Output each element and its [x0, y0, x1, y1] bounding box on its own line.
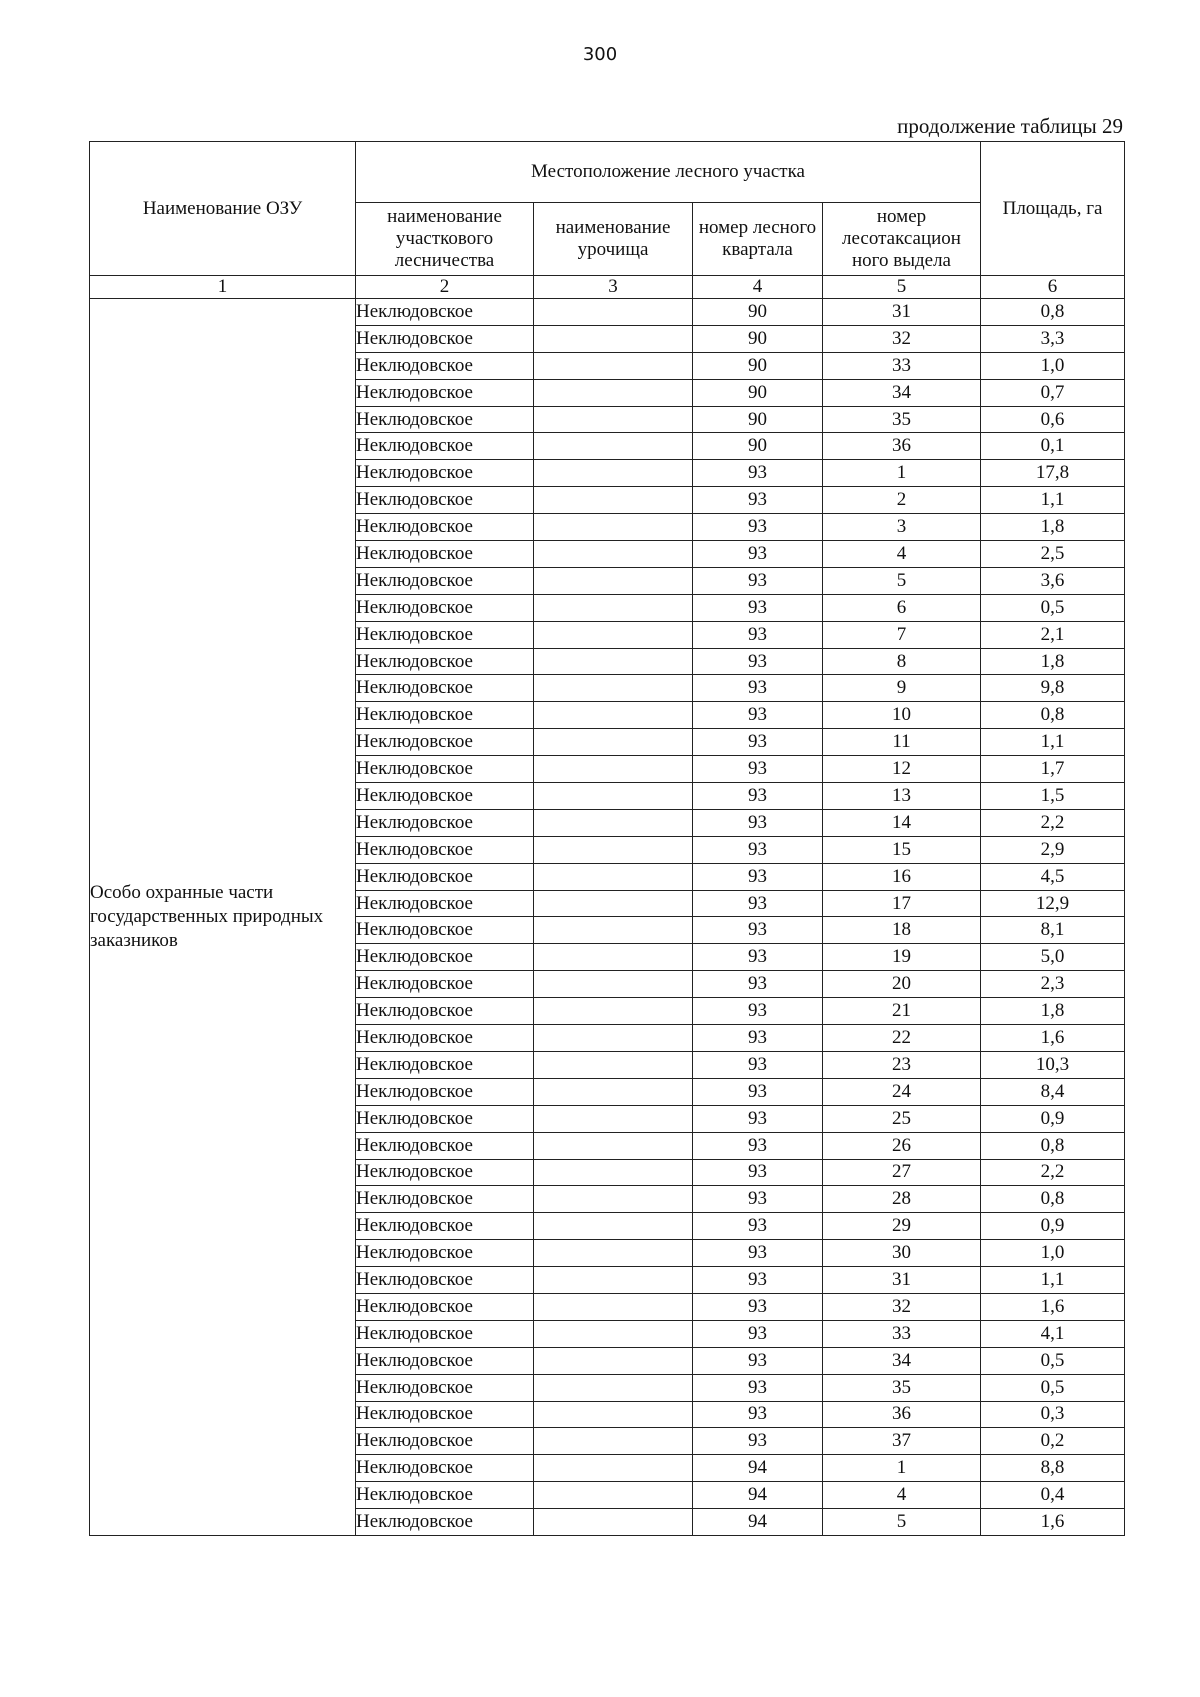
cell-quarter: 93	[693, 998, 823, 1025]
cell-tract	[534, 1347, 693, 1374]
cell-tract	[534, 352, 693, 379]
cell-allotment: 34	[823, 379, 981, 406]
cell-quarter: 90	[693, 406, 823, 433]
cell-quarter: 90	[693, 299, 823, 326]
cell-tract	[534, 809, 693, 836]
cell-area: 1,1	[981, 729, 1125, 756]
header-location-group: Местоположение лесного участка	[356, 142, 981, 203]
cell-area: 1,8	[981, 648, 1125, 675]
header-row-top	[90, 142, 1125, 203]
cell-tract	[534, 541, 693, 568]
cell-forestry: Неклюдовское	[356, 971, 534, 998]
cell-allotment: 25	[823, 1105, 981, 1132]
cell-tract	[534, 944, 693, 971]
cell-tract	[534, 1186, 693, 1213]
cell-forestry: Неклюдовское	[356, 1105, 534, 1132]
header-area: Площадь, га	[981, 142, 1125, 276]
cell-forestry: Неклюдовское	[356, 1293, 534, 1320]
cell-forestry: Неклюдовское	[356, 890, 534, 917]
cell-tract	[534, 863, 693, 890]
cell-area: 0,8	[981, 702, 1125, 729]
cell-allotment: 12	[823, 756, 981, 783]
cell-tract	[534, 1105, 693, 1132]
cell-tract	[534, 971, 693, 998]
cell-quarter: 93	[693, 1078, 823, 1105]
cell-quarter: 90	[693, 379, 823, 406]
cell-quarter: 90	[693, 433, 823, 460]
cell-forestry: Неклюдовское	[356, 1025, 534, 1052]
cell-allotment: 18	[823, 917, 981, 944]
cell-area: 0,8	[981, 299, 1125, 326]
cell-quarter: 93	[693, 567, 823, 594]
cell-area: 8,8	[981, 1455, 1125, 1482]
header-ozu-name: Наименование ОЗУ	[90, 142, 356, 276]
cell-forestry: Неклюдовское	[356, 836, 534, 863]
cell-quarter: 93	[693, 1159, 823, 1186]
cell-allotment: 34	[823, 1347, 981, 1374]
cell-quarter: 93	[693, 1105, 823, 1132]
cell-allotment: 5	[823, 1509, 981, 1536]
header-column-numbers	[90, 276, 1125, 299]
cell-allotment: 30	[823, 1240, 981, 1267]
cell-forestry: Неклюдовское	[356, 1186, 534, 1213]
cell-area: 2,9	[981, 836, 1125, 863]
cell-allotment: 1	[823, 1455, 981, 1482]
cell-allotment: 11	[823, 729, 981, 756]
cell-forestry: Неклюдовское	[356, 379, 534, 406]
header-allotment-number: номер лесотаксацион ного выдела	[823, 203, 981, 276]
cell-tract	[534, 1293, 693, 1320]
cell-allotment: 17	[823, 890, 981, 917]
cell-forestry: Неклюдовское	[356, 756, 534, 783]
cell-area: 1,0	[981, 1240, 1125, 1267]
cell-area: 8,4	[981, 1078, 1125, 1105]
cell-allotment: 36	[823, 433, 981, 460]
cell-forestry: Неклюдовское	[356, 917, 534, 944]
cell-quarter: 93	[693, 621, 823, 648]
cell-quarter: 93	[693, 1374, 823, 1401]
column-number: 5	[823, 276, 981, 299]
cell-tract	[534, 1482, 693, 1509]
cell-area: 1,7	[981, 756, 1125, 783]
cell-quarter: 93	[693, 1401, 823, 1428]
cell-quarter: 94	[693, 1455, 823, 1482]
cell-allotment: 19	[823, 944, 981, 971]
cell-allotment: 21	[823, 998, 981, 1025]
cell-quarter: 93	[693, 1320, 823, 1347]
table-row	[90, 299, 1125, 326]
cell-forestry: Неклюдовское	[356, 299, 534, 326]
cell-quarter: 93	[693, 1051, 823, 1078]
cell-tract	[534, 675, 693, 702]
cell-forestry: Неклюдовское	[356, 352, 534, 379]
cell-tract	[534, 1240, 693, 1267]
cell-tract	[534, 1455, 693, 1482]
cell-forestry: Неклюдовское	[356, 487, 534, 514]
cell-tract	[534, 756, 693, 783]
cell-quarter: 93	[693, 729, 823, 756]
cell-allotment: 7	[823, 621, 981, 648]
cell-tract	[534, 594, 693, 621]
cell-forestry: Неклюдовское	[356, 1132, 534, 1159]
column-number: 1	[90, 276, 356, 299]
cell-forestry: Неклюдовское	[356, 460, 534, 487]
cell-area: 0,4	[981, 1482, 1125, 1509]
cell-tract	[534, 379, 693, 406]
cell-forestry: Неклюдовское	[356, 1509, 534, 1536]
cell-quarter: 93	[693, 1025, 823, 1052]
cell-allotment: 23	[823, 1051, 981, 1078]
cell-quarter: 93	[693, 1240, 823, 1267]
cell-quarter: 93	[693, 809, 823, 836]
cell-quarter: 93	[693, 594, 823, 621]
cell-area: 1,8	[981, 514, 1125, 541]
cell-area: 0,9	[981, 1213, 1125, 1240]
cell-quarter: 93	[693, 1213, 823, 1240]
cell-allotment: 33	[823, 1320, 981, 1347]
cell-area: 1,6	[981, 1293, 1125, 1320]
cell-allotment: 1	[823, 460, 981, 487]
cell-area: 17,8	[981, 460, 1125, 487]
cell-tract	[534, 1509, 693, 1536]
cell-area: 4,1	[981, 1320, 1125, 1347]
cell-allotment: 35	[823, 1374, 981, 1401]
cell-forestry: Неклюдовское	[356, 675, 534, 702]
cell-forestry: Неклюдовское	[356, 648, 534, 675]
cell-quarter: 93	[693, 1132, 823, 1159]
cell-tract	[534, 1051, 693, 1078]
cell-quarter: 93	[693, 917, 823, 944]
cell-tract	[534, 514, 693, 541]
cell-tract	[534, 1159, 693, 1186]
cell-quarter: 93	[693, 460, 823, 487]
cell-tract	[534, 702, 693, 729]
cell-area: 0,8	[981, 1132, 1125, 1159]
cell-forestry: Неклюдовское	[356, 594, 534, 621]
cell-allotment: 36	[823, 1401, 981, 1428]
cell-area: 2,2	[981, 809, 1125, 836]
cell-area: 2,1	[981, 621, 1125, 648]
cell-tract	[534, 1428, 693, 1455]
forest-plots-table	[89, 141, 1125, 1536]
cell-quarter: 93	[693, 971, 823, 998]
cell-area: 0,5	[981, 1374, 1125, 1401]
cell-forestry: Неклюдовское	[356, 1320, 534, 1347]
cell-tract	[534, 890, 693, 917]
cell-forestry: Неклюдовское	[356, 1159, 534, 1186]
cell-forestry: Неклюдовское	[356, 1428, 534, 1455]
cell-quarter: 93	[693, 702, 823, 729]
cell-allotment: 3	[823, 514, 981, 541]
cell-tract	[534, 1374, 693, 1401]
ozu-name-cell: Особо охранные части государственных природных заказников	[90, 299, 356, 1536]
cell-area: 5,0	[981, 944, 1125, 971]
cell-area: 1,1	[981, 1267, 1125, 1294]
header-quarter-number: номер лесного квартала	[693, 203, 823, 276]
cell-area: 0,7	[981, 379, 1125, 406]
cell-tract	[534, 487, 693, 514]
cell-quarter: 93	[693, 783, 823, 810]
cell-forestry: Неклюдовское	[356, 729, 534, 756]
cell-forestry: Неклюдовское	[356, 1374, 534, 1401]
cell-area: 2,3	[981, 971, 1125, 998]
cell-forestry: Неклюдовское	[356, 406, 534, 433]
cell-area: 1,6	[981, 1509, 1125, 1536]
cell-quarter: 93	[693, 890, 823, 917]
cell-area: 1,1	[981, 487, 1125, 514]
cell-quarter: 93	[693, 1347, 823, 1374]
cell-area: 0,3	[981, 1401, 1125, 1428]
cell-forestry: Неклюдовское	[356, 1347, 534, 1374]
cell-allotment: 4	[823, 1482, 981, 1509]
cell-area: 1,0	[981, 352, 1125, 379]
cell-quarter: 93	[693, 487, 823, 514]
table-body	[90, 299, 1125, 1536]
cell-tract	[534, 783, 693, 810]
cell-forestry: Неклюдовское	[356, 809, 534, 836]
cell-forestry: Неклюдовское	[356, 1267, 534, 1294]
cell-tract	[534, 648, 693, 675]
cell-quarter: 93	[693, 1186, 823, 1213]
cell-area: 9,8	[981, 675, 1125, 702]
cell-area: 1,5	[981, 783, 1125, 810]
cell-forestry: Неклюдовское	[356, 783, 534, 810]
cell-quarter: 90	[693, 325, 823, 352]
cell-allotment: 24	[823, 1078, 981, 1105]
cell-forestry: Неклюдовское	[356, 1078, 534, 1105]
cell-allotment: 37	[823, 1428, 981, 1455]
page-number: 300	[582, 44, 618, 65]
cell-forestry: Неклюдовское	[356, 1051, 534, 1078]
cell-tract	[534, 729, 693, 756]
column-number: 6	[981, 276, 1125, 299]
column-number: 3	[534, 276, 693, 299]
cell-allotment: 6	[823, 594, 981, 621]
cell-quarter: 93	[693, 756, 823, 783]
cell-area: 0,2	[981, 1428, 1125, 1455]
cell-allotment: 9	[823, 675, 981, 702]
cell-area: 12,9	[981, 890, 1125, 917]
cell-tract	[534, 299, 693, 326]
cell-area: 2,5	[981, 541, 1125, 568]
cell-area: 0,5	[981, 1347, 1125, 1374]
cell-area: 8,1	[981, 917, 1125, 944]
cell-allotment: 15	[823, 836, 981, 863]
cell-area: 2,2	[981, 1159, 1125, 1186]
cell-tract	[534, 1401, 693, 1428]
cell-tract	[534, 1320, 693, 1347]
cell-allotment: 32	[823, 325, 981, 352]
cell-tract	[534, 998, 693, 1025]
header-forestry-name: наименование участкового лесничества	[356, 203, 534, 276]
cell-allotment: 29	[823, 1213, 981, 1240]
cell-forestry: Неклюдовское	[356, 998, 534, 1025]
cell-area: 0,1	[981, 433, 1125, 460]
cell-forestry: Неклюдовское	[356, 1401, 534, 1428]
column-number: 4	[693, 276, 823, 299]
cell-tract	[534, 406, 693, 433]
cell-allotment: 27	[823, 1159, 981, 1186]
header-tract-name: наименование урочища	[534, 203, 693, 276]
cell-allotment: 13	[823, 783, 981, 810]
cell-area: 0,6	[981, 406, 1125, 433]
cell-forestry: Неклюдовское	[356, 1213, 534, 1240]
cell-allotment: 35	[823, 406, 981, 433]
cell-forestry: Неклюдовское	[356, 1482, 534, 1509]
cell-tract	[534, 1025, 693, 1052]
cell-forestry: Неклюдовское	[356, 541, 534, 568]
cell-area: 0,9	[981, 1105, 1125, 1132]
cell-tract	[534, 460, 693, 487]
cell-allotment: 8	[823, 648, 981, 675]
cell-allotment: 5	[823, 567, 981, 594]
cell-quarter: 93	[693, 1293, 823, 1320]
cell-quarter: 93	[693, 541, 823, 568]
cell-area: 0,5	[981, 594, 1125, 621]
cell-forestry: Неклюдовское	[356, 944, 534, 971]
cell-allotment: 28	[823, 1186, 981, 1213]
cell-tract	[534, 836, 693, 863]
cell-tract	[534, 917, 693, 944]
cell-area: 3,3	[981, 325, 1125, 352]
cell-allotment: 22	[823, 1025, 981, 1052]
cell-forestry: Неклюдовское	[356, 1455, 534, 1482]
column-number: 2	[356, 276, 534, 299]
cell-quarter: 94	[693, 1509, 823, 1536]
cell-tract	[534, 1132, 693, 1159]
table-continuation-label: продолжение таблицы 29	[897, 114, 1123, 138]
cell-forestry: Неклюдовское	[356, 433, 534, 460]
cell-allotment: 20	[823, 971, 981, 998]
cell-allotment: 32	[823, 1293, 981, 1320]
cell-quarter: 93	[693, 514, 823, 541]
cell-allotment: 2	[823, 487, 981, 514]
cell-tract	[534, 621, 693, 648]
cell-allotment: 10	[823, 702, 981, 729]
cell-forestry: Неклюдовское	[356, 514, 534, 541]
cell-tract	[534, 1267, 693, 1294]
cell-quarter: 93	[693, 1428, 823, 1455]
cell-quarter: 94	[693, 1482, 823, 1509]
cell-tract	[534, 567, 693, 594]
cell-forestry: Неклюдовское	[356, 863, 534, 890]
cell-quarter: 90	[693, 352, 823, 379]
cell-tract	[534, 325, 693, 352]
cell-tract	[534, 1213, 693, 1240]
cell-area: 10,3	[981, 1051, 1125, 1078]
cell-forestry: Неклюдовское	[356, 702, 534, 729]
cell-quarter: 93	[693, 863, 823, 890]
cell-allotment: 31	[823, 299, 981, 326]
cell-allotment: 14	[823, 809, 981, 836]
cell-allotment: 31	[823, 1267, 981, 1294]
cell-area: 4,5	[981, 863, 1125, 890]
cell-allotment: 16	[823, 863, 981, 890]
cell-area: 0,8	[981, 1186, 1125, 1213]
cell-tract	[534, 433, 693, 460]
cell-area: 1,8	[981, 998, 1125, 1025]
cell-quarter: 93	[693, 675, 823, 702]
cell-forestry: Неклюдовское	[356, 325, 534, 352]
cell-allotment: 26	[823, 1132, 981, 1159]
cell-allotment: 33	[823, 352, 981, 379]
cell-forestry: Неклюдовское	[356, 1240, 534, 1267]
cell-tract	[534, 1078, 693, 1105]
cell-area: 3,6	[981, 567, 1125, 594]
cell-quarter: 93	[693, 836, 823, 863]
cell-forestry: Неклюдовское	[356, 621, 534, 648]
cell-quarter: 93	[693, 1267, 823, 1294]
cell-quarter: 93	[693, 648, 823, 675]
cell-allotment: 4	[823, 541, 981, 568]
cell-area: 1,6	[981, 1025, 1125, 1052]
cell-quarter: 93	[693, 944, 823, 971]
cell-forestry: Неклюдовское	[356, 567, 534, 594]
